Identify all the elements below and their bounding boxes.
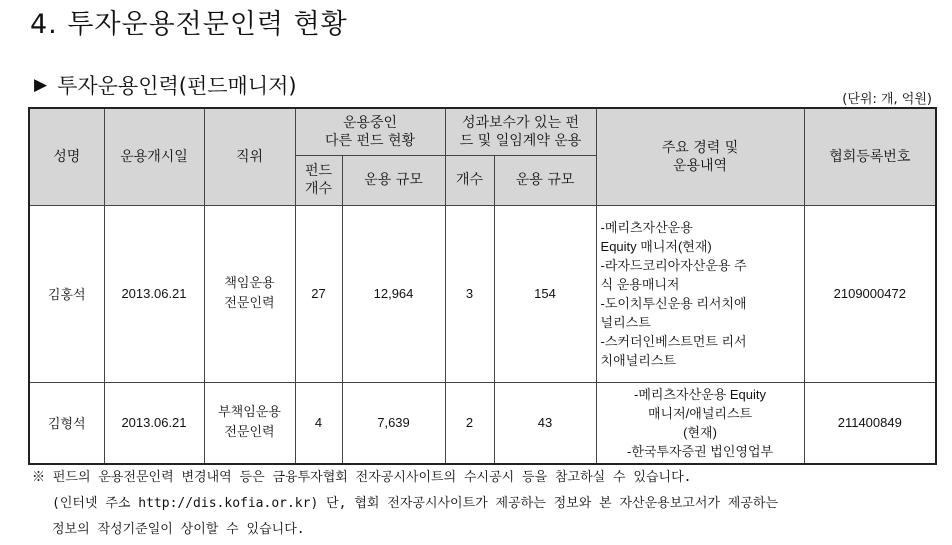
table-row xyxy=(29,382,936,464)
cell-perf-aum: 154 xyxy=(494,205,596,382)
header-count: 개수 xyxy=(445,155,494,205)
header-perf-funds xyxy=(445,108,596,155)
cell-name: 김홍석 xyxy=(29,205,104,382)
fund-manager-table xyxy=(28,107,937,465)
cell-position: 부책임운용 전문인력 xyxy=(204,382,295,464)
header-position: 직위 xyxy=(204,108,295,205)
cell-career: -메리츠자산운용 Equity 매니저/애널리스트 (현재) -한국투자증권 법인영업부 xyxy=(596,382,804,464)
cell-start-date: 2013.06.21 xyxy=(104,382,204,464)
table-row xyxy=(29,205,936,382)
sub-title-text: 투자운용인력(펀드매니저) xyxy=(57,74,297,98)
triangle-bullet-icon: ▶ xyxy=(34,75,48,95)
cell-position: 책임운용 전문인력 xyxy=(204,205,295,382)
header-aum2: 운용 규모 xyxy=(494,155,596,205)
footnote-line-3: 정보의 작성기준일이 상이할 수 있습니다. xyxy=(52,522,305,537)
header-aum: 운용 규모 xyxy=(342,155,445,205)
cell-perf-count: 3 xyxy=(445,205,494,382)
unit-note: (단위: 개, 억원) xyxy=(842,92,932,107)
header-other-funds: 운용중인 다른 펀드 현황 xyxy=(295,108,445,155)
cell-career: -메리츠자산운용 Equity 매니저(현재) -라자드코리아자산운용 주 식 운용매니저 -도이치투신운용 리서치애 널리스트 -스커더인베스트먼트 리서 치애널리스트 xyxy=(596,205,804,382)
sub-title xyxy=(34,70,297,100)
header-name: 성명 xyxy=(29,108,104,205)
cell-aum: 12,964 xyxy=(342,205,445,382)
cell-reg-no: 211400849 xyxy=(804,382,936,464)
section-title: 4. 투자운용전문인력 현황 xyxy=(30,9,348,40)
cell-reg-no: 2109000472 xyxy=(804,205,936,382)
header-career: 주요 경력 및 운용내역 xyxy=(596,108,804,205)
cell-fund-count: 27 xyxy=(295,205,342,382)
cell-perf-aum: 43 xyxy=(494,382,596,464)
footnote-line-1: ※ 펀드의 운용전문인력 변경내역 등은 금융투자협회 전자공시사이트의 수시공시 등을 참고하실 수 있습니다. xyxy=(32,470,692,485)
cell-fund-count: 4 xyxy=(295,382,342,464)
footnote-line-2: (인터넷 주소 http://dis.kofia.or.kr) 단, 협회 전자공시사이트가 제공하는 정보와 본 자산운용보고서가 제공하는 xyxy=(52,496,779,511)
cell-start-date: 2013.06.21 xyxy=(104,205,204,382)
header-fund-count: 펀드 개수 xyxy=(295,155,342,205)
header-reg-no: 협회등록번호 xyxy=(804,108,936,205)
cell-name: 김형석 xyxy=(29,382,104,464)
cell-perf-count: 2 xyxy=(445,382,494,464)
cell-aum: 7,639 xyxy=(342,382,445,464)
header-start-date: 운용개시일 xyxy=(104,108,204,205)
header-perf-funds-text: 성과보수가 있는 펀 드 및 일임계약 운용 xyxy=(459,114,582,149)
